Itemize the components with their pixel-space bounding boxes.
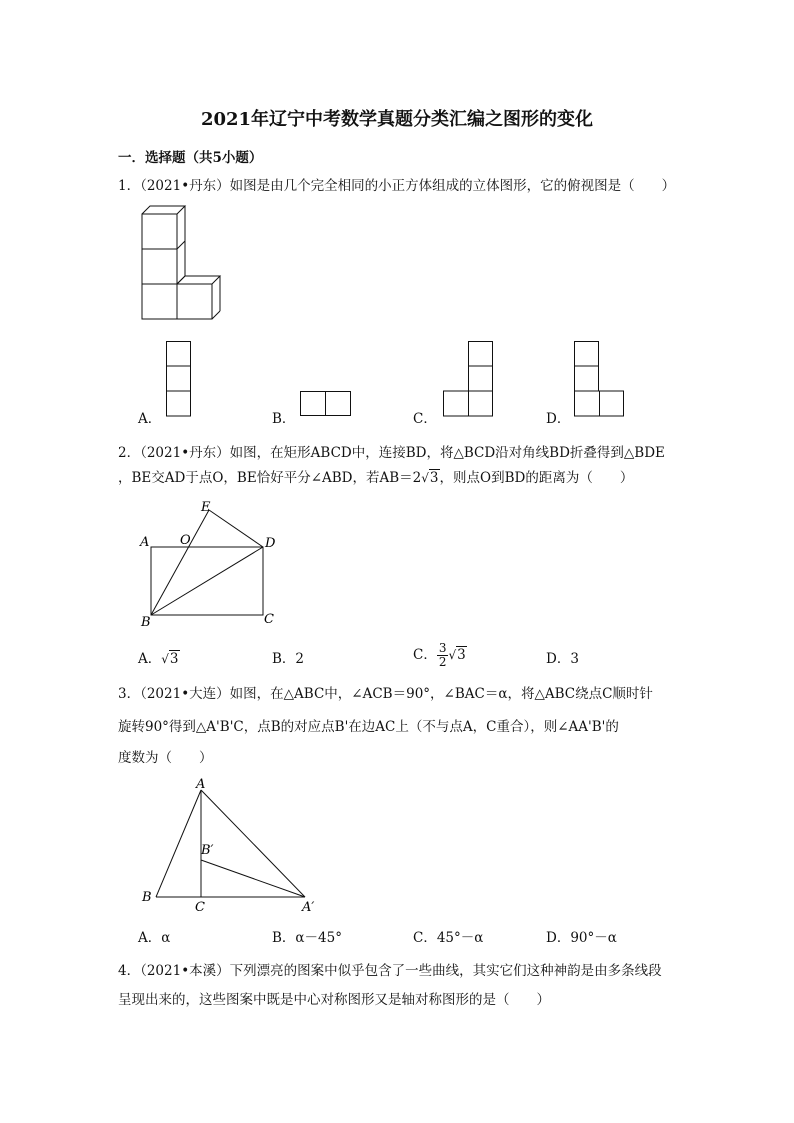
q2-label-e: E	[201, 500, 211, 515]
q1-option-b-figure	[300, 391, 352, 417]
q1-option-b[interactable]: B．	[272, 411, 296, 427]
question-1-text: 1．（2021•丹东）如图是由几个完全相同的小正方体组成的立体图形，它的俯视图是（ ）	[118, 178, 676, 194]
q3-label-a: A	[196, 777, 206, 792]
q2-option-a-sqrt: 3	[169, 651, 179, 667]
q1-option-d-figure	[574, 341, 626, 417]
q2-option-a[interactable]: A．√3	[138, 651, 179, 667]
q2-option-c-sqrt: 3	[457, 647, 466, 663]
q2-label-o: O	[180, 533, 191, 548]
q3-triangle-figure	[135, 775, 325, 915]
q2-option-c-denominator: 2	[438, 655, 447, 669]
q3-label-c: C	[195, 900, 205, 915]
q2-option-c-numerator: 3	[438, 641, 447, 655]
q1-option-c-figure	[443, 341, 495, 417]
q1-option-d[interactable]: D．	[546, 411, 571, 427]
q1-option-c[interactable]: C．	[413, 411, 437, 427]
question-3-line-2: 旋转90°得到△A'B'C，点B的对应点B'在边AC上（不与点A，C重合），则∠AA'B'的	[118, 719, 619, 735]
q3-option-c[interactable]: C．45°－α	[413, 930, 484, 946]
q3-label-b: B	[142, 890, 152, 905]
q3-option-d[interactable]: D．90°－α	[546, 930, 617, 946]
question-3-line-3: 度数为（ ）	[118, 750, 213, 766]
q2-option-d[interactable]: D．3	[546, 651, 579, 667]
question-2-sqrt-value: 3	[429, 470, 439, 486]
q3-label-b-prime: B′	[201, 843, 214, 858]
q3-label-a-prime: A′	[302, 900, 315, 915]
section-heading: 一．选择题（共5小题）	[118, 150, 263, 166]
question-3-line-1: 3．（2021•大连）如图，在△ABC中，∠ACB＝90°，∠BAC＝α，将△ABC绕点C顺时针	[118, 686, 653, 702]
q2-label-a: A	[140, 535, 150, 550]
question-4-line-2: 呈现出来的，这些图案中既是中心对称图形又是轴对称图形的是（ ）	[118, 992, 550, 1008]
q2-option-c[interactable]: C． $\frac{3}{2}$ √3	[413, 641, 466, 669]
q2-label-c: C	[264, 612, 274, 627]
question-2-line-2a: ，BE交AD于点O，BE恰好平分∠ABD，若AB＝2	[118, 470, 422, 486]
q1-cube-figure	[140, 204, 230, 324]
q1-option-a-figure	[166, 341, 192, 417]
q2-option-c-label: C．	[413, 647, 437, 663]
question-2-line-1: 2．（2021•丹东）如图，在矩形ABCD中，连接BD，将△BCD沿对角线BD折叠得到△BDE	[118, 445, 665, 461]
q3-option-a[interactable]: A．α	[138, 930, 171, 946]
page-title: 2021年辽宁中考数学真题分类汇编之图形的变化	[200, 109, 594, 130]
q1-option-a[interactable]: A．	[138, 411, 162, 427]
q2-rectangle-figure	[135, 498, 285, 630]
q2-label-d: D	[265, 536, 276, 551]
q2-option-b[interactable]: B．2	[272, 651, 305, 667]
q2-option-c-fraction	[437, 642, 449, 669]
q2-option-a-label: A．	[138, 651, 162, 667]
q2-label-b: B	[141, 615, 151, 630]
question-4-line-1: 4．（2021•本溪）下列漂亮的图案中似乎包含了一些曲线，其实它们这种神韵是由多条线段	[118, 963, 662, 979]
question-2-line-2: ，BE交AD于点O，BE恰好平分∠ABD，若AB＝2√3，则点O到BD的距离为（ ）	[118, 470, 634, 486]
q3-option-b[interactable]: B．α－45°	[272, 930, 342, 946]
question-2-line-2b: ，则点O到BD的距离为（ ）	[439, 470, 634, 486]
